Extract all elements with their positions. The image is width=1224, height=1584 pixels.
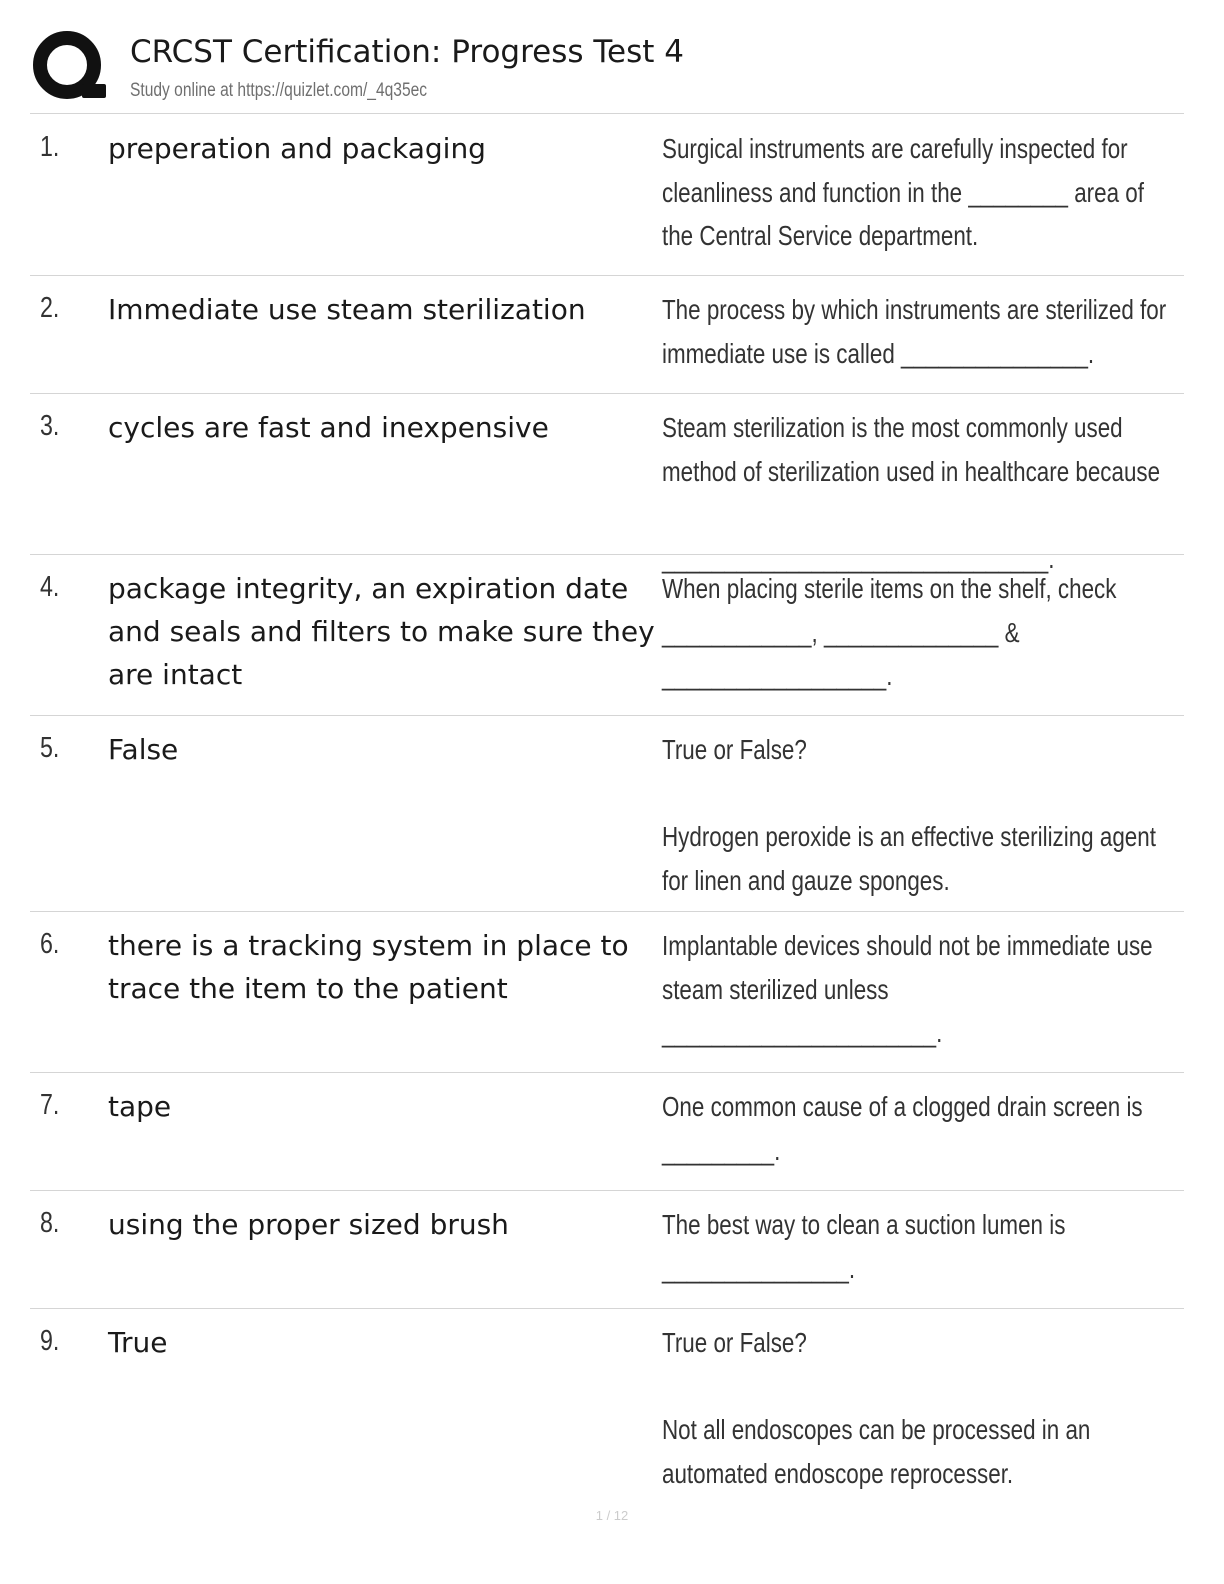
card-number: 4. (40, 571, 60, 603)
page-header (30, 28, 1184, 114)
card-definition: The best way to clean a suction lumen is _______________. (662, 1209, 1066, 1284)
page-number: 1 / 12 (595, 1508, 629, 1523)
set-title: CRCST Certification: Progress Test 4 (130, 34, 685, 70)
card-term: Immediate use steam sterilization (108, 293, 586, 326)
flashcard-row (30, 912, 1184, 1073)
card-number: 5. (40, 732, 60, 764)
quizlet-logo-icon (30, 28, 108, 106)
card-number: 2. (40, 292, 60, 324)
flashcard-row (30, 394, 1184, 574)
flashcard-list (30, 115, 1184, 1499)
card-definition: True or False? Not all endoscopes can be processed in an automated endoscope reprocesser. (662, 1327, 1091, 1489)
card-number: 8. (40, 1207, 60, 1239)
card-number: 7. (40, 1089, 60, 1121)
card-term: using the proper sized brush (108, 1208, 509, 1241)
card-definition: When placing sterile items on the shelf, check ____________, ______________ & __________________. (662, 573, 1123, 691)
card-definition: Steam sterilization is the most commonly used method of sterilization used in healthcare because _______________________________. (662, 412, 1161, 574)
set-url: Study online at https://quizlet.com/_4q35ec (130, 80, 428, 101)
card-term: package integrity, an expiration date and seals and filters to make sure they are intact (108, 572, 655, 691)
card-term: tape (108, 1090, 172, 1123)
card-term: cycles are fast and inexpensive (108, 411, 549, 444)
card-number: 6. (40, 928, 60, 960)
card-number: 1. (40, 131, 60, 163)
card-term: there is a tracking system in place to trace the item to the patient (108, 929, 629, 1005)
card-definition: True or False? Hydrogen peroxide is an effective sterilizing agent for linen and gauze sponges. (662, 734, 1156, 896)
card-number: 3. (40, 410, 60, 442)
flashcard-row (30, 1191, 1184, 1309)
card-definition: One common cause of a clogged drain screen is _________. (662, 1091, 1143, 1166)
card-definition: Surgical instruments are carefully inspected for cleanliness and function in the ________ area of the Central Service department. (662, 133, 1151, 251)
flashcard-row (30, 1073, 1184, 1191)
flashcard-row (30, 716, 1184, 912)
card-term: False (108, 733, 179, 766)
card-definition: Implantable devices should not be immediate use steam sterilized unless ______________________. (662, 930, 1153, 1048)
card-definition: The process by which instruments are sterilized for immediate use is called _______________. (662, 294, 1173, 369)
card-term: True (108, 1326, 168, 1359)
flashcard-row (30, 115, 1184, 276)
flashcard-row (30, 555, 1184, 716)
flashcard-row (30, 276, 1184, 394)
flashcard-row (30, 1309, 1184, 1499)
card-number: 9. (40, 1325, 60, 1357)
card-term: preperation and packaging (108, 132, 486, 165)
